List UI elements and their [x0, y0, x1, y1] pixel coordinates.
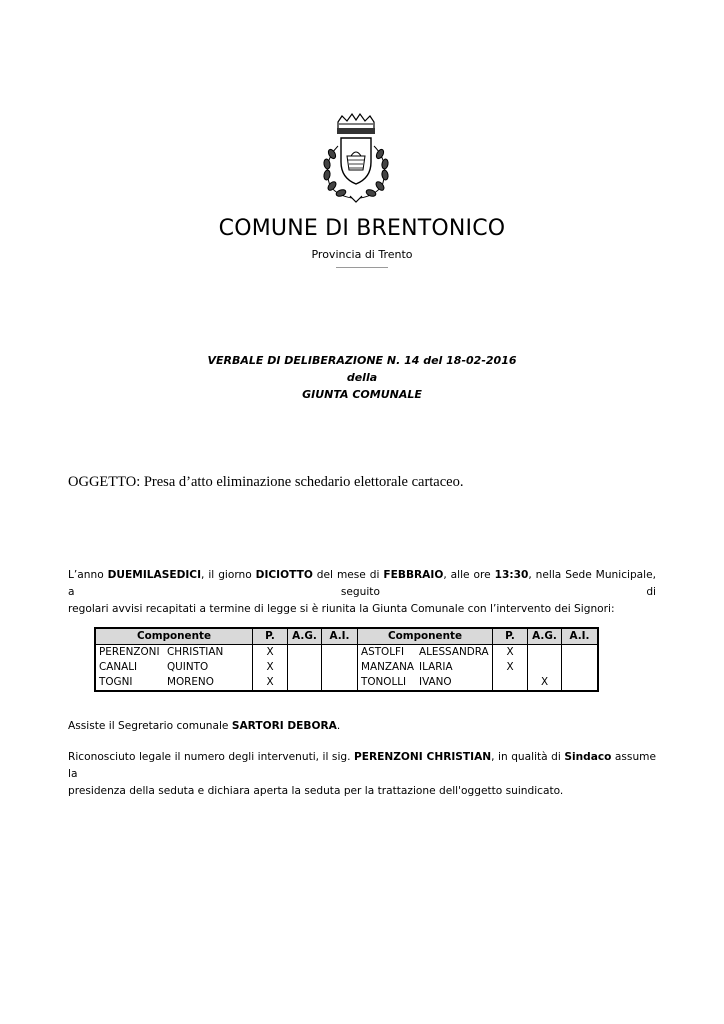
attendance-table: [94, 627, 599, 692]
intro-line-2: regolari avvisi recapitati a termine di legge si è riunita la Giunta Comunale con l’intervento dei Signori:: [68, 603, 615, 615]
coat-of-arms-icon: [308, 112, 404, 208]
intro-paragraph: [68, 567, 656, 618]
member-name: TONOLLI IVANO: [358, 675, 493, 691]
member-name: ASTOLFI ALESSANDRA: [358, 645, 493, 661]
present-cell: X: [253, 645, 288, 661]
month-text: FEBBRAIO: [383, 569, 444, 581]
mayor-role: Sindaco: [564, 751, 612, 763]
table-row: [95, 675, 598, 691]
present-cell: [493, 675, 528, 691]
col-componente-left: Componente: [95, 628, 253, 645]
intro-line-1: L’anno DUEMILASEDICI, il giorno DICIOTTO del mese di FEBBRAIO, alle ore 13:30, nella Sede Municipale, a seguito di: [68, 569, 657, 598]
province-subtitle: Provincia di Trento: [311, 248, 413, 261]
col-componente-right: Componente: [358, 628, 493, 645]
col-present-left: P.: [253, 628, 288, 645]
member-name: CANALI QUINTO: [95, 660, 253, 675]
verbale-line-3: GIUNTA COMUNALE: [302, 388, 422, 401]
ag-cell: [288, 645, 322, 661]
col-ag-right: A.G.: [528, 628, 562, 645]
ag-cell: X: [528, 675, 562, 691]
quorum-line-1: Riconosciuto legale il numero degli intervenuti, il sig. PERENZONI CHRISTIAN, in qualità di Sindaco assume la: [68, 751, 657, 780]
verbale-heading: [0, 352, 724, 403]
member-name: MANZANA ILARIA: [358, 660, 493, 675]
table-row: [95, 645, 598, 661]
quorum-paragraph: [68, 749, 656, 800]
subject-line: OGGETTO: Presa d’atto eliminazione schedario elettorale cartaceo.: [68, 474, 464, 490]
ai-cell: [562, 645, 599, 661]
municipality-title: COMUNE DI BRENTONICO: [218, 216, 506, 241]
time-text: 13:30: [494, 569, 529, 581]
secretary-line: Assiste il Segretario comunale SARTORI DEBORA.: [68, 720, 341, 732]
ai-cell: [322, 675, 358, 691]
ag-cell: [288, 675, 322, 691]
col-ai-right: A.I.: [562, 628, 599, 645]
quorum-line-2: presidenza della seduta e dichiara aperta la seduta per la trattazione dell'oggetto suindicato.: [68, 785, 564, 797]
col-ai-left: A.I.: [322, 628, 358, 645]
member-name: PERENZONI CHRISTIAN: [95, 645, 253, 661]
ag-cell: [528, 645, 562, 661]
header-divider: [336, 267, 388, 268]
verbale-line-2: della: [346, 371, 378, 384]
day-text: DICIOTTO: [255, 569, 313, 581]
member-name: TOGNI MORENO: [95, 675, 253, 691]
ag-cell: [288, 660, 322, 675]
ag-cell: [528, 660, 562, 675]
verbale-line-1: VERBALE DI DELIBERAZIONE N. 14 del 18-02-2016: [207, 354, 517, 367]
ai-cell: [562, 675, 599, 691]
table-header-row: [95, 628, 598, 645]
present-cell: X: [493, 645, 528, 661]
year-text: DUEMILASEDICI: [107, 569, 202, 581]
present-cell: X: [253, 660, 288, 675]
present-cell: X: [493, 660, 528, 675]
col-ag-left: A.G.: [288, 628, 322, 645]
mayor-name: PERENZONI CHRISTIAN: [353, 751, 492, 763]
table-row: [95, 660, 598, 675]
ai-cell: [562, 660, 599, 675]
col-present-right: P.: [493, 628, 528, 645]
ai-cell: [322, 660, 358, 675]
present-cell: X: [253, 675, 288, 691]
ai-cell: [322, 645, 358, 661]
secretary-name: SARTORI DEBORA: [231, 720, 337, 732]
